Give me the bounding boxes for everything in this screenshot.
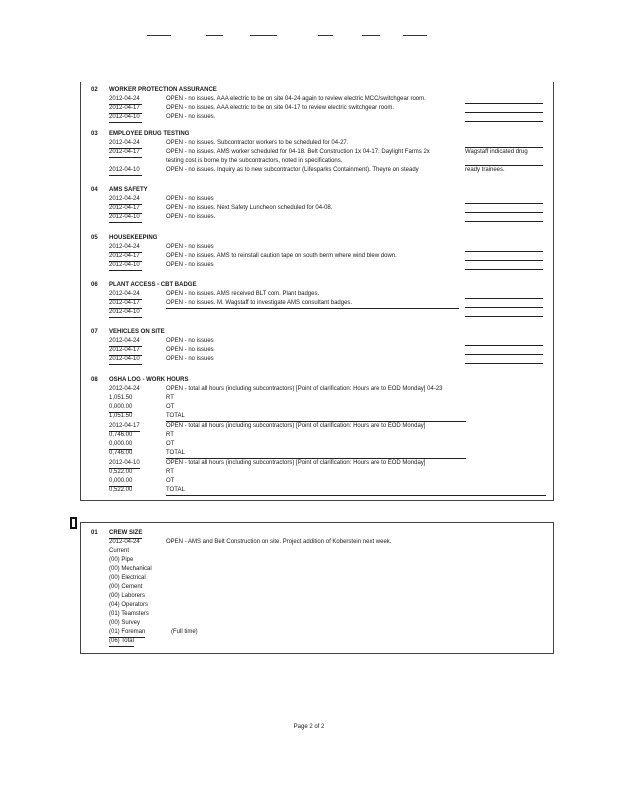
section-number: 01 (91, 530, 98, 536)
osha-total-label: TOTAL (166, 486, 546, 496)
table-row (109, 252, 549, 261)
table-row (109, 195, 549, 204)
header-dash (403, 35, 427, 36)
table-row (109, 95, 549, 104)
row-text: OPEN - no issues (166, 356, 214, 362)
crew-item: (01) Foreman (109, 628, 145, 638)
table-row (109, 243, 549, 252)
osha-rt-label: RT (166, 432, 174, 438)
osha-total-label: TOTAL (166, 412, 466, 422)
page-footer: Page 2 of 2 (293, 724, 325, 730)
osha-text: OPEN - total all hours (including subcontractors) [Point of clarification: Hours are to EOD Monday] (166, 460, 426, 466)
row-date: 2012-04-10 (109, 166, 142, 176)
section-title: CREW SIZE (109, 529, 142, 539)
header-dash (250, 35, 277, 36)
osha-ot-label: OT (166, 478, 175, 484)
crew-item: (00) Mechanical (109, 566, 152, 572)
section-number: 03 (91, 131, 98, 137)
osha-ot-value: 0,000.00 (109, 477, 132, 487)
crew-item: (00) Pipe (109, 557, 134, 563)
row-date: 2012-04-17 (109, 346, 142, 356)
row-date: 2012-04-24 (109, 95, 142, 105)
row-date: 2012-04-17 (109, 204, 142, 214)
row-text: testing cost is borne by the subcontractors, noted in specifications. (166, 158, 343, 164)
table-row (109, 113, 549, 122)
osha-text: OPEN - total all hours (including subcontractors) [Point of clarification: Hours are to EOD Monday] 04-23 (166, 386, 443, 392)
section-number: 08 (91, 377, 98, 383)
crew-item: (04) Operators (109, 602, 149, 608)
osha-rt-value: 0,746.00 (109, 432, 133, 438)
row-note (465, 337, 543, 346)
section-title: WORKER PROTECTION ASSURANCE (109, 87, 217, 93)
osha-total-value: 0,746.00 (109, 450, 133, 456)
row-date: 2012-04-24 (109, 243, 142, 253)
osha-rt-label: RT (166, 395, 174, 401)
header-dash (318, 35, 333, 36)
row-text: OPEN - no issues. Inquiry as to new subcontractor (Lifesparks Containment). Theyre on steady (166, 167, 419, 173)
row-note (465, 261, 543, 270)
section-title: EMPLOYEE DRUG TESTING (109, 131, 190, 137)
row-note: ready trainees. (465, 167, 505, 173)
row-date: 2012-04-10 (109, 113, 142, 123)
osha-date: 2012-04-17 (109, 422, 140, 432)
table-row (109, 308, 549, 317)
table-row (109, 355, 549, 364)
crew-text: OPEN - AMS and Belt Construction on site. Project addition of Koberstein next week. (166, 539, 392, 545)
row-note (465, 355, 543, 364)
row-note (465, 213, 543, 222)
row-text: OPEN - no issues (166, 244, 214, 250)
osha-ot-label: OT (166, 404, 175, 410)
osha-total-value: 0,522.00 (109, 487, 133, 493)
table-row (109, 104, 549, 113)
section-marker (70, 517, 77, 529)
row-text: OPEN - no issues (166, 347, 214, 353)
osha-text: OPEN - total all hours (including subcontractors) [Point of clarification: Hours are to EOD Monday] (166, 423, 426, 429)
row-text: OPEN - no issues. M. Wagstaff to investigate AMS consultant badges. (166, 299, 459, 309)
header-dash (362, 35, 380, 36)
crew-current-label: Current (109, 548, 130, 554)
osha-rt-value: 1,051.50 (109, 395, 133, 401)
section-title: AMS SAFETY (109, 187, 148, 193)
section-title: OSHA LOG - WORK HOURS (109, 377, 189, 383)
row-date: 2012-04-10 (109, 355, 142, 365)
osha-rt-label: RT (166, 469, 174, 475)
table-row (109, 290, 549, 299)
section-number: 02 (91, 87, 98, 93)
crew-date: 2012-04-24 (109, 539, 140, 545)
row-date: 2012-04-17 (109, 299, 142, 309)
table-row (109, 261, 549, 270)
osha-ot-label: OT (166, 441, 175, 447)
crew-item: (00) Laborers (109, 593, 146, 599)
row-text: OPEN - no issues (166, 338, 214, 344)
section-title: HOUSEKEEPING (109, 235, 158, 241)
row-date: 2012-04-24 (109, 337, 142, 347)
row-text: OPEN - no issues. Subcontractor workers to be scheduled for 04-27. (166, 140, 349, 146)
osha-total-value: 1,051.50 (109, 413, 133, 419)
row-note (465, 195, 543, 204)
table-row (109, 148, 549, 157)
section-number: 07 (91, 329, 98, 335)
row-text: OPEN - no issues. (166, 214, 216, 220)
crew-item: (06) Total (109, 637, 134, 647)
row-date: 2012-04-10 (109, 308, 142, 318)
crew-item: (01) Teamsters (109, 611, 149, 617)
row-note (465, 104, 543, 113)
crew-foreman-note: (Full time) (171, 629, 198, 635)
row-text: OPEN - no issues. Next Safety Luncheon scheduled for 04-08. (166, 205, 333, 211)
row-note (465, 290, 543, 299)
header-dash (147, 35, 171, 36)
row-date: 2012-04-24 (109, 290, 142, 300)
row-text: OPEN - no issues (166, 196, 214, 202)
osha-rt-value: 0,522.00 (109, 469, 133, 475)
row-date: 2012-04-17 (109, 104, 142, 114)
section-title: PLANT ACCESS - CBT BADGE (109, 282, 197, 288)
table-row (109, 299, 549, 308)
row-note (465, 346, 543, 355)
table-row (109, 337, 549, 346)
table-row (109, 213, 549, 222)
osha-date: 2012-04-10 (109, 459, 140, 469)
row-note (465, 243, 543, 252)
crew-item: (00) Survey (109, 620, 141, 626)
section-number: 05 (91, 235, 98, 241)
crew-item: (00) Cement (109, 584, 143, 590)
row-date: 2012-04-10 (109, 261, 142, 271)
section-number: 06 (91, 282, 98, 288)
row-text: OPEN - no issues. AMS worker scheduled for 04-18. Belt Construction 1x 04-17. Daylight Farms 2x (166, 149, 430, 155)
row-text: OPEN - no issues (166, 262, 214, 268)
row-date: 2012-04-10 (109, 213, 142, 223)
row-text: OPEN - no issues. AAA electric to be on site 04-17 to review electric switchgear room. (166, 105, 395, 111)
row-date: 2012-04-17 (109, 148, 142, 158)
row-text: OPEN - no issues. (166, 114, 216, 120)
table-row (109, 204, 549, 213)
row-note (465, 308, 543, 317)
row-text: OPEN - no issues. AAA electric to be on site 04-24 again to review electric MCC/switchgear room. (166, 96, 426, 102)
row-note (465, 113, 543, 122)
table-row (109, 157, 549, 166)
row-note (465, 95, 543, 104)
row-note (465, 252, 543, 261)
row-text: OPEN - no issues. AMS received BLT com. Plant badges. (166, 291, 320, 297)
section-number: 04 (91, 187, 98, 193)
safety-items-box (80, 82, 554, 501)
osha-ot-value: 0,000.00 (109, 440, 132, 450)
row-date: 2012-04-24 (109, 139, 142, 149)
osha-ot-value: 0,000.00 (109, 403, 132, 413)
row-note (465, 139, 543, 148)
table-row (109, 346, 549, 355)
table-row (109, 166, 549, 175)
osha-date: 2012-04-24 (109, 386, 140, 392)
crew-item: (00) Electrical (109, 575, 146, 581)
row-note (465, 157, 543, 166)
row-note: Wagstaff indicated drug (465, 149, 528, 155)
crew-size-box (80, 522, 554, 654)
row-note (465, 299, 543, 308)
osha-total-label: TOTAL (166, 449, 466, 459)
row-note (465, 204, 543, 213)
header-dash (206, 35, 223, 36)
section-title: VEHICLES ON SITE (109, 329, 165, 335)
table-row (109, 139, 549, 148)
row-date: 2012-04-17 (109, 252, 142, 262)
row-text: OPEN - no issues. AMS to reinstall caution tape on south berm where wind blew down. (166, 253, 397, 259)
row-date: 2012-04-24 (109, 195, 142, 205)
